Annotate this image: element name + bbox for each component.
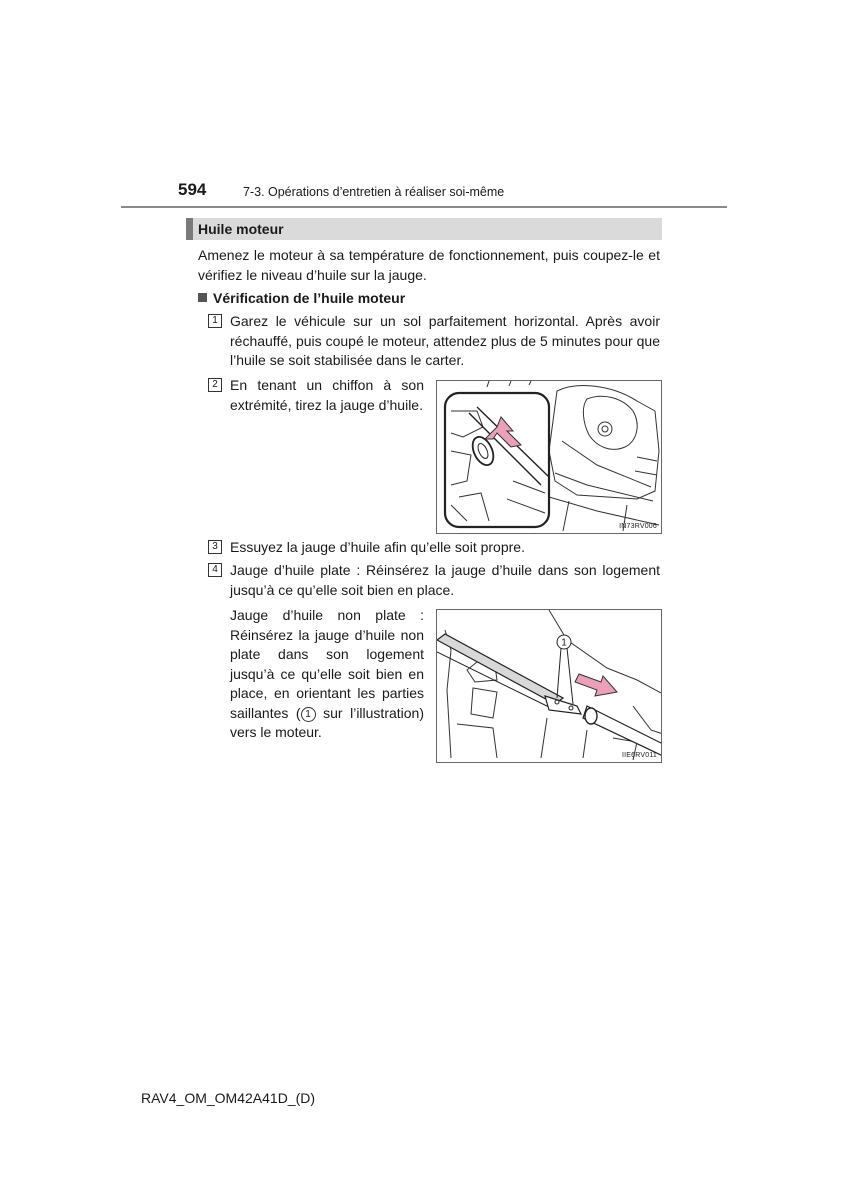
callout-number: 1 — [561, 637, 567, 649]
header-rule — [121, 206, 727, 208]
step-number-1: 1 — [208, 314, 222, 328]
circled-number-marker: 1 — [301, 707, 316, 722]
step-number-3: 3 — [208, 540, 222, 554]
subheading — [198, 289, 405, 307]
step-text-2: En tenant un chiffon à son extrémité, tirez la jauge d’huile. — [230, 377, 424, 413]
footer-code: RAV4_OM_OM42A41D_(D) — [141, 1090, 316, 1106]
step-number-2: 2 — [208, 378, 222, 392]
figure-code-1: IN73RV006 — [619, 523, 657, 530]
section-title: 7-3. Opérations d’entretien à réaliser soi-même — [243, 185, 505, 199]
step-text-4: Jauge d’huile plate : Réinsérez la jauge d’huile dans son logement jusqu’à ce qu’elle soit bien en place. — [230, 562, 660, 598]
heading-bar — [186, 218, 662, 240]
non-flat-text-before: Jauge d’huile non plate : Réinsérez la jauge d’huile non plate dans son logement jusqu’à ce qu’elle soit bien en place, en orientant les parties saillantes ( — [230, 607, 424, 721]
figure-code-2: IIE6RV011 — [621, 752, 657, 759]
engine-bay-illustration-2 — [437, 610, 662, 763]
heading-title: Huile moteur — [198, 221, 284, 237]
intro-paragraph: Amenez le moteur à sa température de fonctionnement, puis coupez-le et vérifiez le niveau d’huile sur la jauge. — [198, 247, 660, 283]
figure-insert-dipstick — [436, 609, 662, 763]
engine-bay-illustration-1 — [437, 381, 662, 534]
subheading-text: Vérification de l’huile moteur — [213, 290, 406, 306]
page-number: 594 — [178, 180, 207, 199]
step-text-3: Essuyez la jauge d’huile afin qu’elle soit propre. — [230, 539, 525, 555]
figure-pull-dipstick — [436, 380, 662, 534]
square-bullet-icon — [198, 293, 207, 302]
step-number-4: 4 — [208, 563, 222, 577]
step-4-non-flat-text — [230, 606, 424, 743]
step-text-1: Garez le véhicule sur un sol parfaitement horizontal. Après avoir réchauffé, puis coupé le moteur, attendez plus de 5 minutes pour que l’huile se soit stabilisée dans le carter. — [230, 313, 660, 368]
non-flat-text-after: sur l’illustration) vers le moteur. — [230, 704, 425, 740]
